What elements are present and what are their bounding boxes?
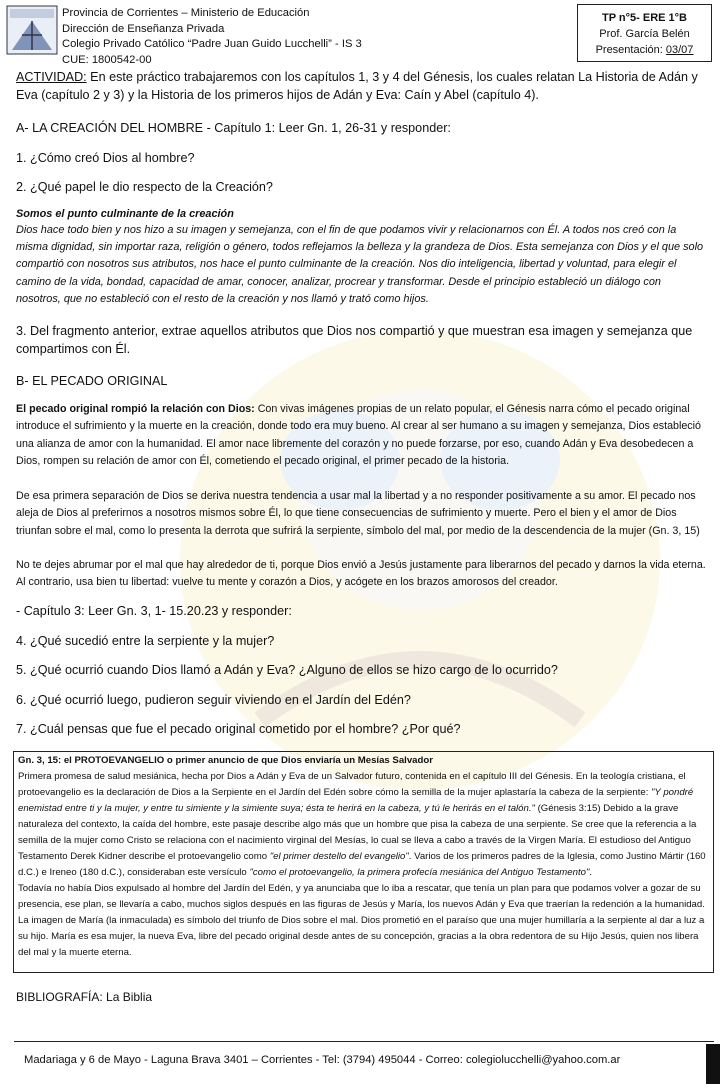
activity-label: ACTIVIDAD:	[16, 70, 87, 84]
presentation-label: Presentación:	[595, 44, 666, 56]
question-2: 2. ¿Qué papel le dio respecto de la Creación?	[16, 180, 273, 194]
presentation-line	[578, 42, 711, 58]
kidner-quote: "el primer destello del evangelio"	[269, 851, 409, 862]
reading-text: Dios hace todo bien y nos hizo a su imagen y semejanza, con el fin de que podamos vivir y relacionarnos con Él. A todos nos creó con la misma dignidad, sin importar raza, religión o género, todos reflejamos la belleza y la grandeza de Dios. Esta semejanza con Dios y el que solo compartió con nosotros sus atributos, nos hace el punto culminante de la creación. Nos dio inteligencia, libertad y voluntad, para elegir el camino de la vida, bondad, capacidad de amar, conocer, analizar, procrear y transformar. Desde el principio estableció un diálogo con nosotros, que no estableció con el resto de la creación y nos llamó y trató como hijos.	[16, 224, 704, 305]
assignment-info-box	[577, 4, 712, 62]
protoevangelio-title: Gn. 3, 15: el PROTOEVANGELIO o primer anuncio de que Dios enviaría un Mesías Salvador	[18, 755, 433, 766]
protoevangelio-text-c: . Varios de los primeros padres de la Iglesia, como Justino Mártir (160 d.C.) e Ireneo (180 d.C.), consideraban este versículo	[18, 851, 706, 878]
section-b-heading: B- EL PECADO ORIGINAL	[16, 374, 168, 388]
cue-line: CUE: 1800542-00	[62, 53, 152, 66]
school-logo	[6, 5, 58, 55]
activity-paragraph	[16, 68, 708, 104]
bibliography: BIBLIOGRAFÍA: La Biblia	[16, 990, 153, 1004]
institution-header	[62, 6, 362, 68]
reading-title: Somos el punto culminante de la creación	[16, 208, 234, 220]
activity-text: En este práctico trabajaremos con los capítulos 1, 3 y 4 del Génesis, los cuales relatan La Historia de Adán y Eva (capítulo 2 y 3) y la Historia de los primeros hijos de Adán y Eva: Caín y Abel (capítulo 4).	[16, 70, 698, 102]
protoevangelio-text-a: Primera promesa de salud mesiánica, hecha por Dios a Adán y Eva de un Salvador futuro, contenida en el capítulo III del Génesis. En la teología cristiana, el protoevangelio es la declaración de Dios a la Serpiente en el Jardín del Edén sobre cómo la semilla de la mujer aplastaría la cabeza de la serpiente:	[18, 771, 686, 798]
direction-line: Dirección de Enseñanza Privada	[62, 22, 225, 35]
church-fathers-quote: "como el protoevangelio, la primera profecía mesiánica del Antiguo Testamento"	[249, 867, 590, 878]
question-5: 5. ¿Qué ocurrió cuando Dios llamó a Adán y Eva? ¿Alguno de ellos se hizo cargo de lo ocurrido?	[16, 663, 558, 677]
protoevangelio-box	[13, 751, 714, 973]
original-sin-bold-lead: El pecado original rompió la relación con Dios:	[16, 403, 255, 415]
school-line: Colegio Privado Católico “Padre Juan Guido Lucchelli” - IS 3	[62, 38, 362, 51]
footer-divider	[14, 1041, 714, 1042]
genesis-quote: "Y pondré enemistad entre ti y la mujer, y entre tu simiente y la simiente suya; ésta te herirá en la cabeza, y tú le herirás en el talón."	[18, 787, 694, 814]
protoevangelio-paragraph-2: Todavía no había Dios expulsado al hombre del Jardín del Edén, y ya anunciaba que lo iba a rescatar, que tenía un plan para que podamos volver a gozar de su presencia, ese plan, se llevaría a cabo, muchos siglos después en las figuras de Jesús y María, los nuevos Adán y Eva que traerían la redención a la humanidad. La imagen de María (la inmaculada) es símbolo del triunfo de Dios sobre el mal. Dios prometió en el paraíso que una mujer humillaría a la serpiente al dar a luz a su hijo. María es esa mujer, la nueva Eva, libre del pecado original desde antes de su concepción, gracias a la obra redentora de su Hijo Jesús, quien nos libera del mal y la muerte eterna.	[18, 883, 705, 958]
footer-bar	[706, 1044, 720, 1084]
chapter-3-instruction: - Capítulo 3: Leer Gn. 3, 1- 15.20.23 y responder:	[16, 604, 292, 618]
teacher-name: Prof. García Belén	[599, 28, 690, 40]
assignment-title: TP n°5- ERE 1°B	[601, 12, 687, 24]
original-sin-text: Con vivas imágenes propias de un relato popular, el Génesis narra cómo el pecado original introduce el sufrimiento y la muerte en la creación, donde todo era muy bueno. Al crear al ser humano a su imagen y semejanza, Dios estableció una alianza de amor con la humanidad. El amor nace libremente del corazón y no puede forzarse, por eso, cuando Adán y Eva desobedecen a Dios, rompen su relación de amor con Él, cometiendo el pecado original, el primer pecado de la historia.	[16, 403, 701, 468]
section-a-heading: A- LA CREACIÓN DEL HOMBRE - Capítulo 1: Leer Gn. 1, 26-31 y responder:	[16, 121, 451, 135]
protoevangelio-text-d: .	[589, 867, 593, 878]
protoevangelio-text-b: (Génesis 3:15) Debido a la grave naturaleza del contexto, la caída del hombre, este pasaje describe algo más que un hombre que pisa la cabeza de una serpiente. Se cree que la referencia a la semilla de la mujer como Cristo se relaciona con el nacimiento virginal del Mesías, lo cual se lleva a cabo a través de la Virgen María. El estudioso del Antiguo Testamento Derek Kidner describe el protoevangelio como	[18, 803, 697, 862]
question-7: 7. ¿Cuál pensas que fue el pecado original cometido por el hombre? ¿Por qué?	[16, 722, 461, 736]
encouragement-paragraph: No te dejes abrumar por el mal que hay alrededor de ti, porque Dios envió a Jesús justamente para liberarnos del pecado y darnos la vida eterna. Al contrario, usa bien tu libertad: vuelve tu mente y corazón a Dios, y acógete en los brazos amorosos del creador.	[16, 559, 706, 589]
question-1: 1. ¿Cómo creó Dios al hombre?	[16, 151, 195, 165]
presentation-date: 03/07	[665, 44, 694, 56]
footer-address: Madariaga y 6 de Mayo - Laguna Brava 3401 – Corrientes - Tel: (3794) 495044 - Correo: colegiolucchelli@yahoo.com.ar	[24, 1054, 621, 1066]
protoevangelio-paragraph-1	[18, 769, 709, 881]
separation-paragraph: De esa primera separación de Dios se deriva nuestra tendencia a usar mal la libertad y a no responder positivamente a su amor. El pecado nos aleja de Dios al preferirnos a nosotros mismos sobre Él, lo que tiene consecuencias de sufrimiento y muerte. Pero el bien y el amor de Dios triunfan sobre el mal, como lo presenta la derrota que sufrirá la serpiente, símbolo del mal, por medio de la descendencia de la mujer (Gn. 3, 15)	[16, 490, 700, 537]
question-6: 6. ¿Qué ocurrió luego, pudieron seguir viviendo en el Jardín del Edén?	[16, 693, 411, 707]
question-3: 3. Del fragmento anterior, extrae aquellos atributos que Dios nos compartió y que muestran esa imagen y semejanza que compartimos con Él.	[16, 324, 693, 356]
original-sin-paragraph	[16, 401, 708, 471]
question-4: 4. ¿Qué sucedió entre la serpiente y la mujer?	[16, 634, 275, 648]
province-line: Provincia de Corrientes – Ministerio de Educación	[62, 7, 310, 19]
